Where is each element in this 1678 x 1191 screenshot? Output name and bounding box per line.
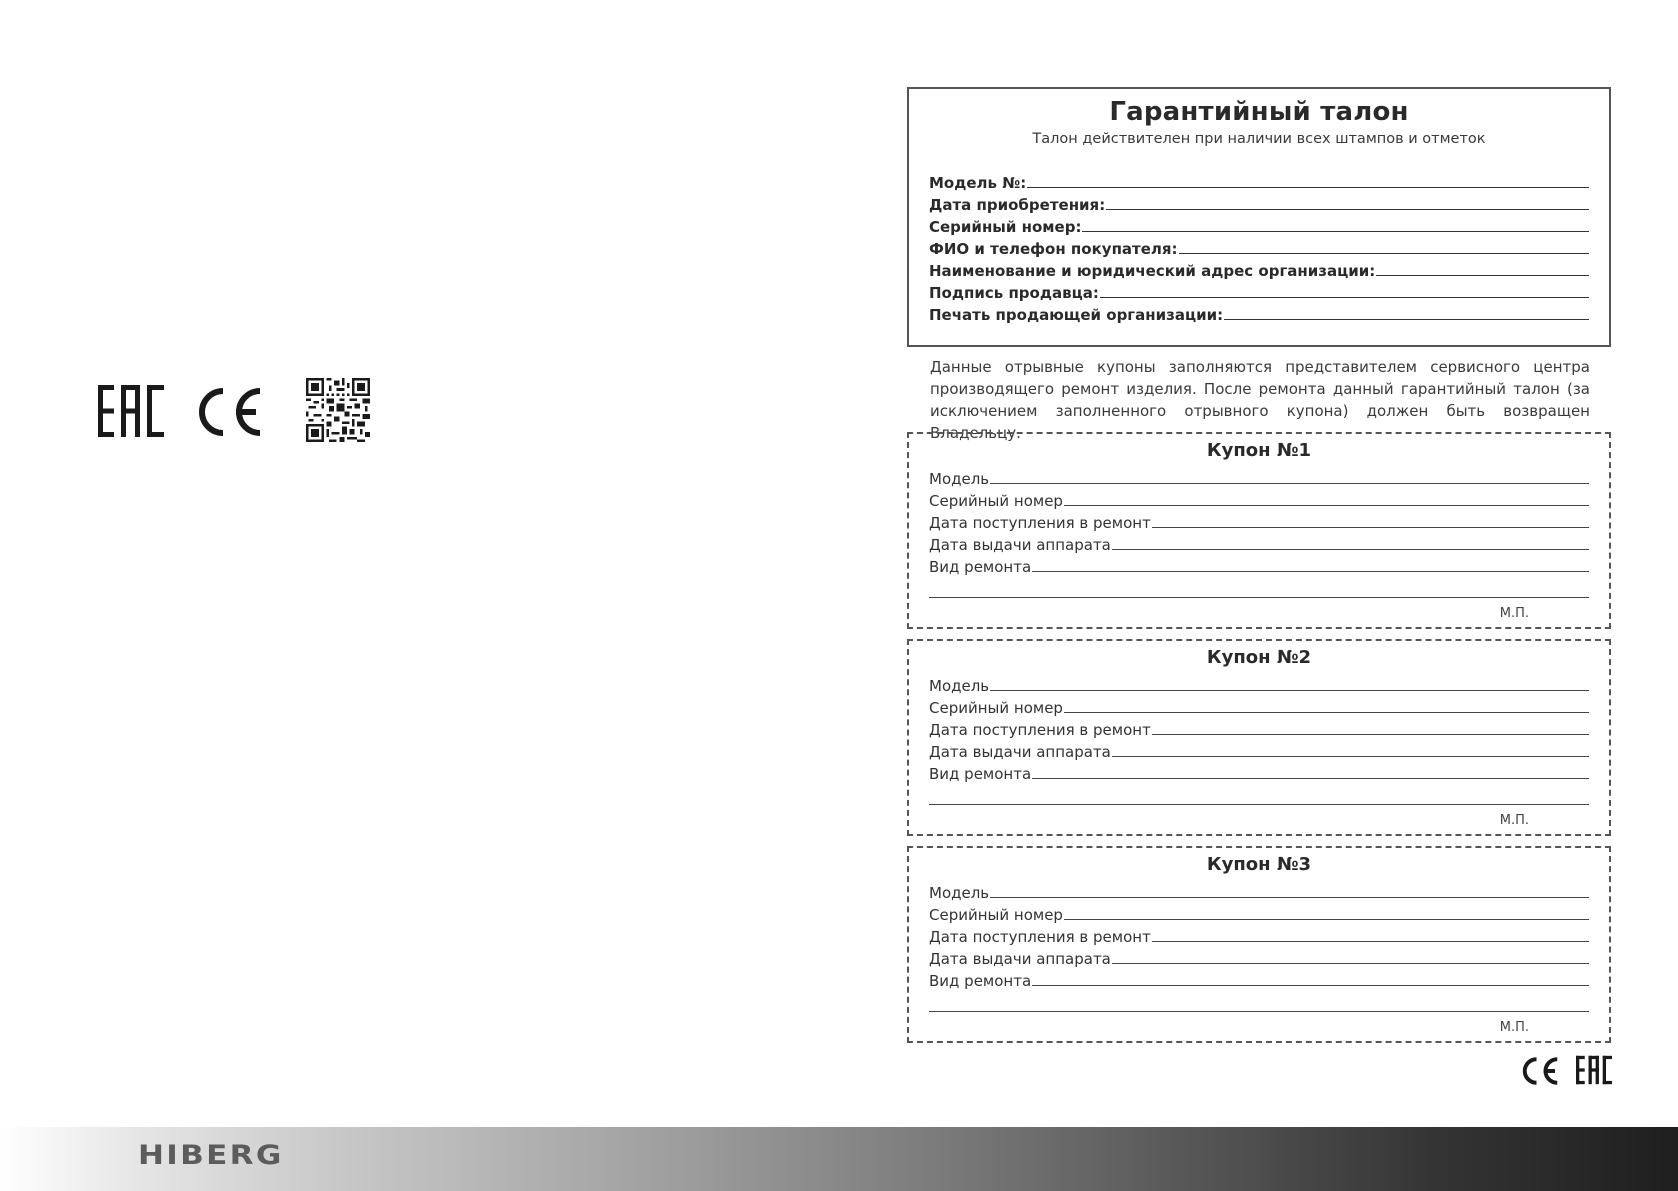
ce-mark-small-icon [1521,1057,1561,1085]
coupon-title: Купон №2 [1206,647,1312,668]
coupon-field-return-date[interactable] [929,946,1589,968]
field-seller-signature[interactable] [929,280,1589,302]
field-label: Дата поступления в ремонт [929,721,1151,739]
field-label: Подпись продавца: [929,284,1099,302]
coupon-field-serial[interactable] [929,488,1589,510]
field-buyer-name-phone[interactable] [929,236,1589,258]
field-label: Дата выдачи аппарата [929,950,1111,968]
coupon-field-repair-in-date[interactable] [929,717,1589,739]
field-seller-stamp[interactable] [929,302,1589,324]
coupon-fields [929,673,1589,805]
field-label: Вид ремонта [929,558,1032,576]
coupon-blank-line[interactable] [929,576,1589,598]
field-line [1152,527,1589,528]
stamp-label: М.П. [1499,813,1529,828]
field-model-number[interactable] [929,170,1589,192]
eac-mark-icon [98,385,164,437]
field-label: ФИО и телефон покупателя: [929,240,1178,258]
coupon-field-model[interactable] [929,673,1589,695]
field-organization-address[interactable] [929,258,1589,280]
field-label: Вид ремонта [929,765,1032,783]
coupon-title: Купон №1 [1206,440,1312,461]
field-line [1064,505,1589,506]
field-label: Серийный номер [929,699,1063,717]
warranty-card [907,87,1611,347]
hiberg-logo: HIBERG [138,1140,284,1171]
field-label: Дата поступления в ремонт [929,514,1151,532]
coupon-fields [929,466,1589,598]
field-label: Вид ремонта [929,972,1032,990]
coupon-field-model[interactable] [929,466,1589,488]
stamp-label: М.П. [1499,1020,1529,1035]
coupon-fields [929,880,1589,1012]
warranty-card-fields [929,170,1589,324]
field-label: Дата выдачи аппарата [929,536,1111,554]
warranty-card-subtitle: Талон действителен при наличии всех штампов и отметок [1032,131,1486,147]
field-label: Модель [929,677,990,695]
field-label: Модель №: [929,174,1027,192]
field-label: Модель [929,884,990,902]
field-label: Серийный номер [929,906,1063,924]
field-line [1376,275,1589,276]
field-line [990,897,1589,898]
coupon-1 [907,432,1611,629]
warranty-card-title: Гарантийный талон [1109,97,1409,127]
field-line [1179,253,1589,254]
field-label: Дата выдачи аппарата [929,743,1111,761]
coupon-3 [907,846,1611,1043]
field-line [1032,778,1589,779]
field-line [990,483,1589,484]
coupon-field-repair-type[interactable] [929,968,1589,990]
field-label: Модель [929,470,990,488]
field-label: Серийный номер: [929,218,1082,236]
coupon-blank-line[interactable] [929,783,1589,805]
ce-mark-icon [196,387,266,437]
coupon-2 [907,639,1611,836]
field-label: Серийный номер [929,492,1063,510]
eac-mark-small-icon [1576,1055,1612,1085]
field-label: Дата поступления в ремонт [929,928,1151,946]
field-purchase-date[interactable] [929,192,1589,214]
field-serial-number[interactable] [929,214,1589,236]
field-line [1112,963,1589,964]
field-line [1224,319,1589,320]
field-line [1152,734,1589,735]
field-line [1032,985,1589,986]
coupon-field-serial[interactable] [929,902,1589,924]
field-line [1027,187,1589,188]
coupon-blank-line[interactable] [929,990,1589,1012]
coupon-field-serial[interactable] [929,695,1589,717]
field-line [990,690,1589,691]
coupon-field-repair-type[interactable] [929,761,1589,783]
field-line [1112,756,1589,757]
field-line [1082,231,1589,232]
field-line [1152,941,1589,942]
qr-code-icon [306,378,370,442]
field-line [1106,209,1589,210]
field-line [1064,712,1589,713]
field-line [1100,297,1589,298]
field-label: Печать продающей организации: [929,306,1224,324]
coupon-note: Данные отрывные купоны заполняются представителем сервисного центра производящего ремонт изделия. После ремонта данный гарантийный талон (за исключением заполненного отрывного купона) должен быть возвращен Владельцу. [930,358,1590,442]
field-line [1064,919,1589,920]
field-line [1112,549,1589,550]
field-label: Дата приобретения: [929,196,1106,214]
coupon-field-repair-type[interactable] [929,554,1589,576]
field-line [1032,571,1589,572]
stamp-label: М.П. [1499,606,1529,621]
coupon-field-repair-in-date[interactable] [929,924,1589,946]
field-label: Наименование и юридический адрес организации: [929,262,1376,280]
coupon-field-model[interactable] [929,880,1589,902]
coupon-field-repair-in-date[interactable] [929,510,1589,532]
coupon-title: Купон №3 [1206,854,1312,875]
coupon-field-return-date[interactable] [929,532,1589,554]
coupon-field-return-date[interactable] [929,739,1589,761]
